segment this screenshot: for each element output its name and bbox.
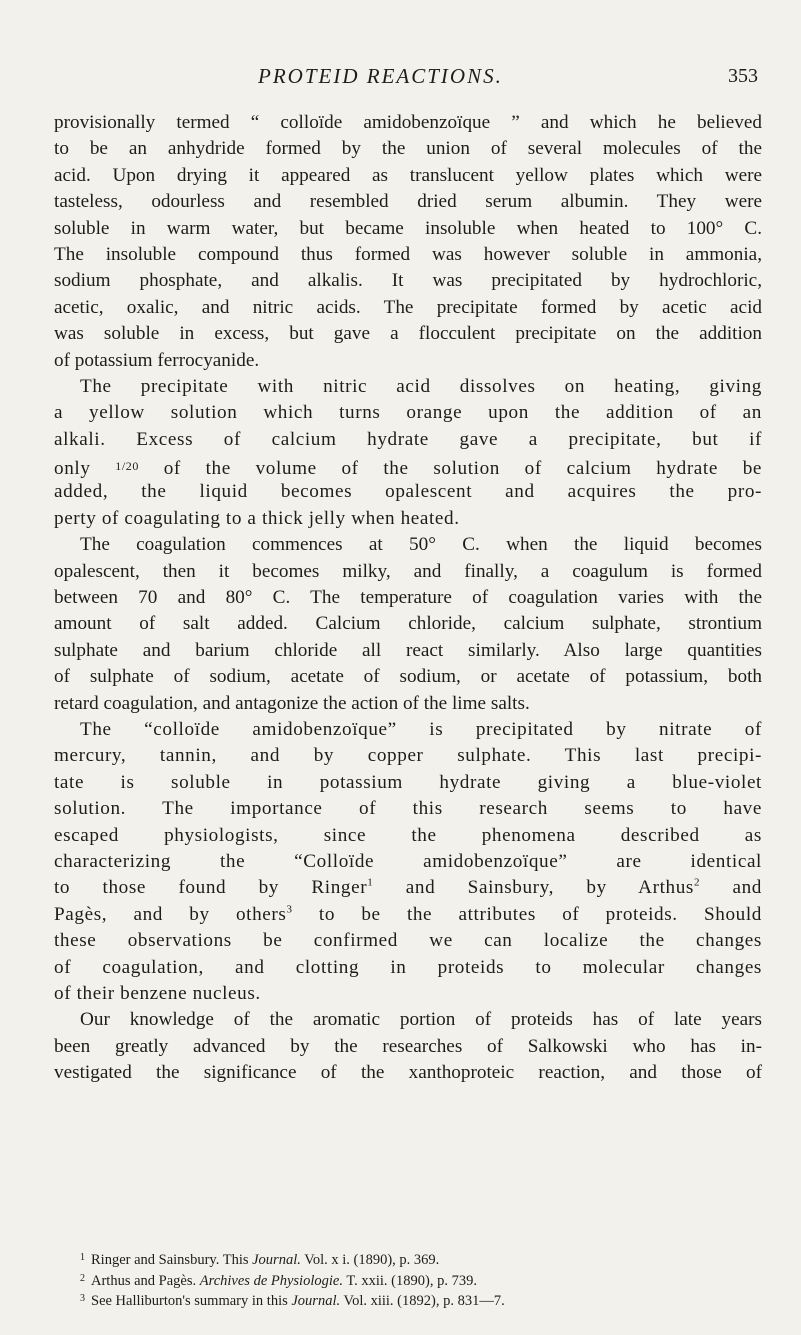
line-rest: of the volume of the solution of calcium hydrate be	[163, 458, 762, 480]
text-line: added, the liquid becomes opalescent and acquires the pro-	[54, 481, 762, 503]
text-line: acid. Upon drying it appeared as translucent yellow plates which were	[54, 164, 762, 186]
text-line: vestigated the significance of the xanthoproteic reaction, and those of	[54, 1062, 762, 1084]
text-line: of sulphate of sodium, acetate of sodium, or acetate of potassium, both	[54, 666, 762, 688]
text-line: a yellow solution which turns orange upon the addition of an	[54, 402, 762, 424]
text-line	[54, 453, 762, 479]
footnote-number: 3	[80, 1293, 85, 1305]
page-header	[0, 64, 801, 100]
fraction: 1/20	[115, 459, 139, 474]
text-line: been greatly advanced by the researches of Salkowski who has in-	[54, 1035, 762, 1057]
page-number: 353	[728, 65, 758, 87]
text-line: The “colloïde amidobenzoïque” is precipitated by nitrate of	[80, 718, 762, 740]
footnote-ref[interactable]: 3	[286, 903, 293, 916]
text-line: sulphate and barium chloride all react similarly. Also large quantities	[54, 639, 762, 661]
text-line: escaped physiologists, since the phenomena described as	[54, 824, 762, 846]
text-line: tasteless, odourless and resembled dried serum albumin. They were	[54, 191, 762, 213]
text-line: opalescent, then it becomes milky, and finally, a coagulum is formed	[54, 560, 762, 582]
text-line: Our knowledge of the aromatic portion of proteids has of late years	[80, 1009, 762, 1031]
line-part: and	[732, 877, 762, 899]
footnote-details: Vol. xiii. (1892), p. 831—7.	[343, 1293, 505, 1310]
text-line: of their benzene nucleus.	[54, 982, 261, 1004]
body-text	[54, 110, 762, 1086]
footnote-journal: Journal.	[291, 1293, 341, 1310]
footnote	[54, 1290, 762, 1311]
text-line: perty of coagulating to a thick jelly when heated.	[54, 507, 460, 529]
line-prefix: only	[54, 458, 91, 480]
text-line: alkali. Excess of calcium hydrate gave a precipitate, but if	[54, 428, 762, 450]
footnote-number: 2	[80, 1272, 85, 1284]
footnote	[54, 1270, 762, 1291]
footnote-details: Vol. x i. (1890), p. 369.	[304, 1252, 440, 1268]
line-part: to those found by Ringer	[54, 877, 368, 899]
footnote-ref[interactable]: 1	[367, 876, 374, 889]
text-line: The coagulation commences at 50° C. when the liquid becomes	[80, 534, 762, 556]
line-part: Pagès, and by others	[54, 903, 287, 925]
footnote-journal: Archives de Physiologie.	[199, 1272, 343, 1289]
text-line	[54, 875, 762, 901]
text-line: soluble in warm water, but became insoluble when heated to 100° C.	[54, 217, 762, 239]
text-line: sodium phosphate, and alkalis. It was precipitated by hydrochloric,	[54, 270, 762, 292]
text-line: was soluble in excess, but gave a flocculent precipitate on the addition	[54, 323, 762, 345]
running-title: PROTEID REACTIONS.	[258, 64, 503, 88]
footnote-pre: This	[222, 1252, 249, 1268]
footnotes	[54, 1249, 762, 1311]
footnote-authors: See Halliburton's summary in this	[91, 1293, 288, 1310]
line-part: to be the attributes of proteids. Should	[318, 903, 762, 925]
footnote-details: T. xxii. (1890), p. 739.	[346, 1272, 477, 1289]
text-line: mercury, tannin, and by copper sulphate. This last precipi-	[54, 745, 762, 767]
text-line: acetic, oxalic, and nitric acids. The precipitate formed by acetic acid	[54, 296, 762, 318]
text-line: tate is soluble in potassium hydrate giving a blue-violet	[54, 771, 762, 793]
text-line: provisionally termed “ colloïde amidobenzoïque ” and which he believed	[54, 112, 762, 133]
text-line: of coagulation, and clotting in proteids to molecular changes	[54, 956, 762, 978]
text-line: these observations be confirmed we can localize the changes	[54, 930, 762, 952]
text-line	[54, 902, 762, 928]
text-line: The insoluble compound thus formed was however soluble in ammonia,	[54, 243, 762, 265]
footnote-ref[interactable]: 2	[693, 876, 701, 889]
text-line: The precipitate with nitric acid dissolves on heating, giving	[80, 375, 762, 397]
text-line: retard coagulation, and antagonize the action of the lime salts.	[54, 692, 530, 714]
text-line: to be an anhydride formed by the union of several molecules of the	[54, 138, 762, 160]
text-line: characterizing the “Colloïde amidobenzoïque” are identical	[54, 850, 762, 872]
footnote-authors: Ringer and Sainsbury.	[91, 1252, 220, 1268]
text-line: between 70 and 80° C. The temperature of coagulation varies with the	[54, 587, 762, 609]
text-line: of potassium ferrocyanide.	[54, 349, 260, 371]
footnote-authors: Arthus and Pagès.	[91, 1272, 197, 1289]
footnote	[54, 1249, 762, 1270]
footnote-journal: Journal.	[252, 1252, 301, 1268]
text-line: solution. The importance of this research seems to have	[54, 798, 762, 820]
text-line: amount of salt added. Calcium chloride, calcium sulphate, strontium	[54, 613, 762, 635]
line-part: and Sainsbury, by Arthus	[405, 877, 694, 899]
footnote-number: 1	[80, 1252, 85, 1263]
